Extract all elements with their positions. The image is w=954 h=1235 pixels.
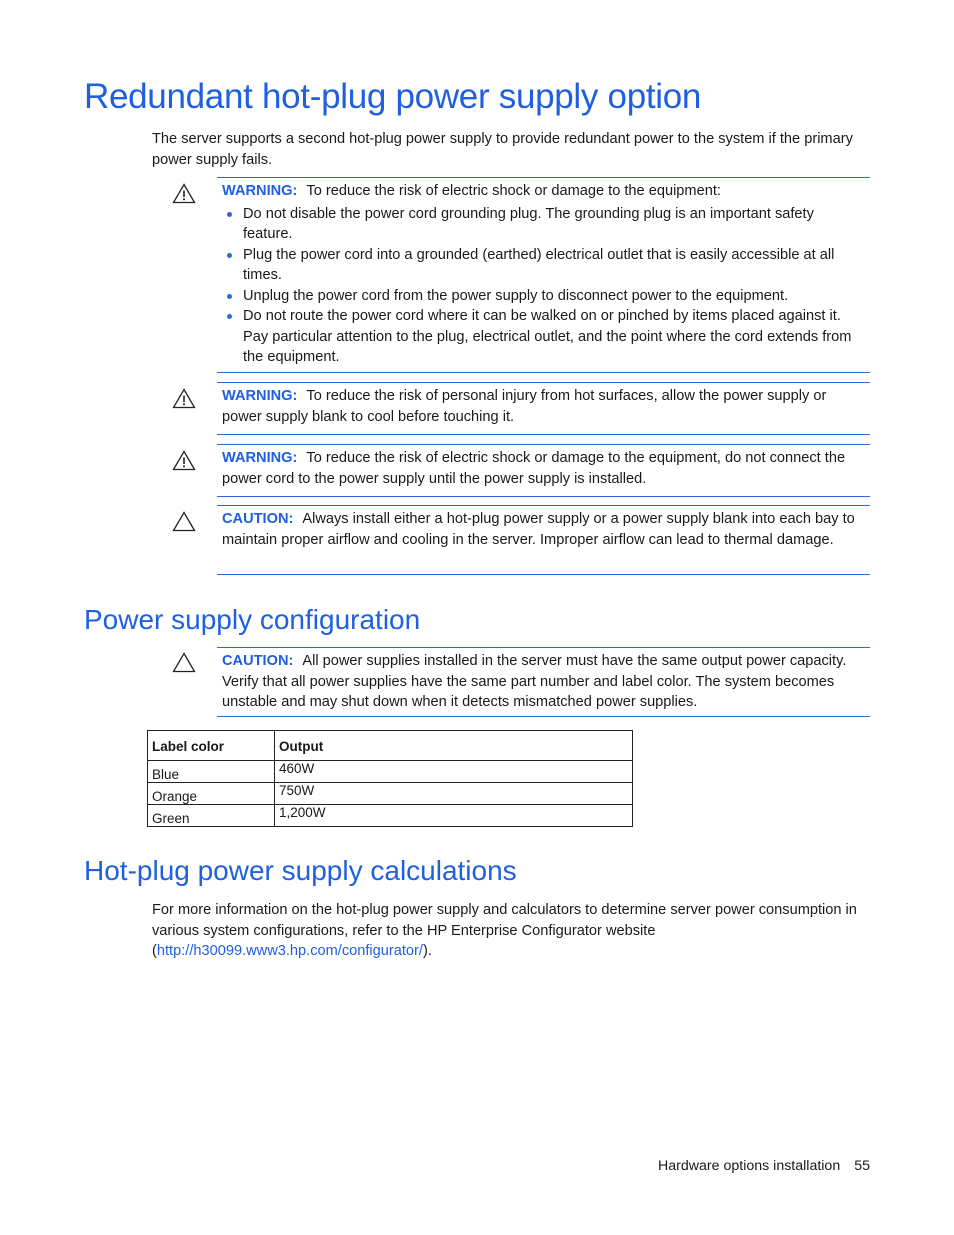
warning-text: To reduce the risk of electric shock or damage to the equipment: <box>306 183 721 199</box>
page-title: Redundant hot-plug power supply option <box>84 77 702 116</box>
list-item <box>243 204 866 245</box>
table-cell: 750W <box>275 783 633 805</box>
warning-label: WARNING: <box>222 388 298 404</box>
caution-text: All power supplies installed in the server must have the same output power capacity. Verify that all power supplies have the same part number and label color. The system becomes unstable and may shut down when it detects mismatched power supplies. <box>222 653 847 710</box>
caution-box-matching-supplies <box>217 647 870 717</box>
list-item <box>243 306 866 368</box>
table-cell: Blue <box>148 761 275 783</box>
table-row <box>148 761 633 783</box>
warning-icon <box>172 183 196 204</box>
list-item-text: Do not disable the power cord grounding plug. The grounding plug is an important safety feature. <box>243 205 814 242</box>
section-heading-power-supply-configuration: Power supply configuration <box>84 604 421 635</box>
warning-icon <box>172 388 196 409</box>
warning-box-power-cord <box>217 444 870 497</box>
table-header-row <box>148 731 633 761</box>
warning-icon <box>172 450 196 471</box>
bullet-icon <box>227 294 232 299</box>
warning-lead <box>222 181 866 202</box>
warning-box-hot-surfaces <box>217 382 870 435</box>
calculations-text-end: ). <box>422 943 432 959</box>
calculations-text: For more information on the hot-plug power supply and calculators to determine server power consumption in various system configurations, refer to the HP Enterprise Configurator website ( <box>152 902 857 959</box>
table-cell: Orange <box>148 783 275 805</box>
column-header-label-color: Label color <box>148 731 275 761</box>
list-item-text: Plug the power cord into a grounded (earthed) electrical outlet that is easily accessible at all times. <box>243 246 835 283</box>
footer-section-title: Hardware options installation <box>658 1158 841 1174</box>
caution-label: CAUTION: <box>222 511 294 527</box>
caution-icon <box>172 652 196 673</box>
warning-lead <box>222 386 866 427</box>
bullet-icon <box>227 212 232 217</box>
power-supply-table <box>147 730 633 827</box>
warning-lead <box>222 448 866 489</box>
calculations-paragraph <box>152 900 874 962</box>
list-item-text: Unplug the power cord from the power supply to disconnect power to the equipment. <box>243 287 789 304</box>
table-row <box>148 805 633 827</box>
configurator-link[interactable]: http://h30099.www3.hp.com/configurator/ <box>156 943 423 959</box>
section-heading-calculations: Hot-plug power supply calculations <box>84 855 517 886</box>
warning-text: To reduce the risk of personal injury from hot surfaces, allow the power supply or power supply blank to cool before touching it. <box>222 388 827 425</box>
caution-lead <box>222 509 866 550</box>
intro-paragraph: The server supports a second hot-plug power supply to provide redundant power to the system if the primary power supply fails. <box>152 131 853 168</box>
bullet-icon <box>227 314 232 319</box>
table-cell: 1,200W <box>275 805 633 827</box>
page-footer <box>658 1158 870 1174</box>
list-item <box>243 245 866 286</box>
warning-label: WARNING: <box>222 183 298 199</box>
warning-box-electric-shock <box>217 177 870 373</box>
table-cell: Green <box>148 805 275 827</box>
caution-icon <box>172 511 196 532</box>
caution-text: Always install either a hot-plug power supply or a power supply blank into each bay to maintain proper airflow and cooling in the server. Improper airflow can lead to thermal damage. <box>222 511 855 548</box>
page-number: 55 <box>854 1158 870 1174</box>
list-item-text: Do not route the power cord where it can be walked on or pinched by items placed against it. Pay particular attention to the plug, electrical outlet, and the point where the cord extends from the equipment. <box>243 308 852 365</box>
caution-box-airflow <box>217 505 870 575</box>
caution-label: CAUTION: <box>222 653 294 669</box>
caution-lead <box>222 651 866 713</box>
list-item <box>243 286 866 307</box>
warning-text: To reduce the risk of electric shock or damage to the equipment, do not connect the power cord to the power supply until the power supply is installed. <box>222 450 846 487</box>
column-header-output: Output <box>275 731 633 761</box>
bullet-icon <box>227 253 232 258</box>
table-cell: 460W <box>275 761 633 783</box>
warning-bullet-list <box>222 204 866 368</box>
table-row <box>148 783 633 805</box>
warning-label: WARNING: <box>222 450 298 466</box>
